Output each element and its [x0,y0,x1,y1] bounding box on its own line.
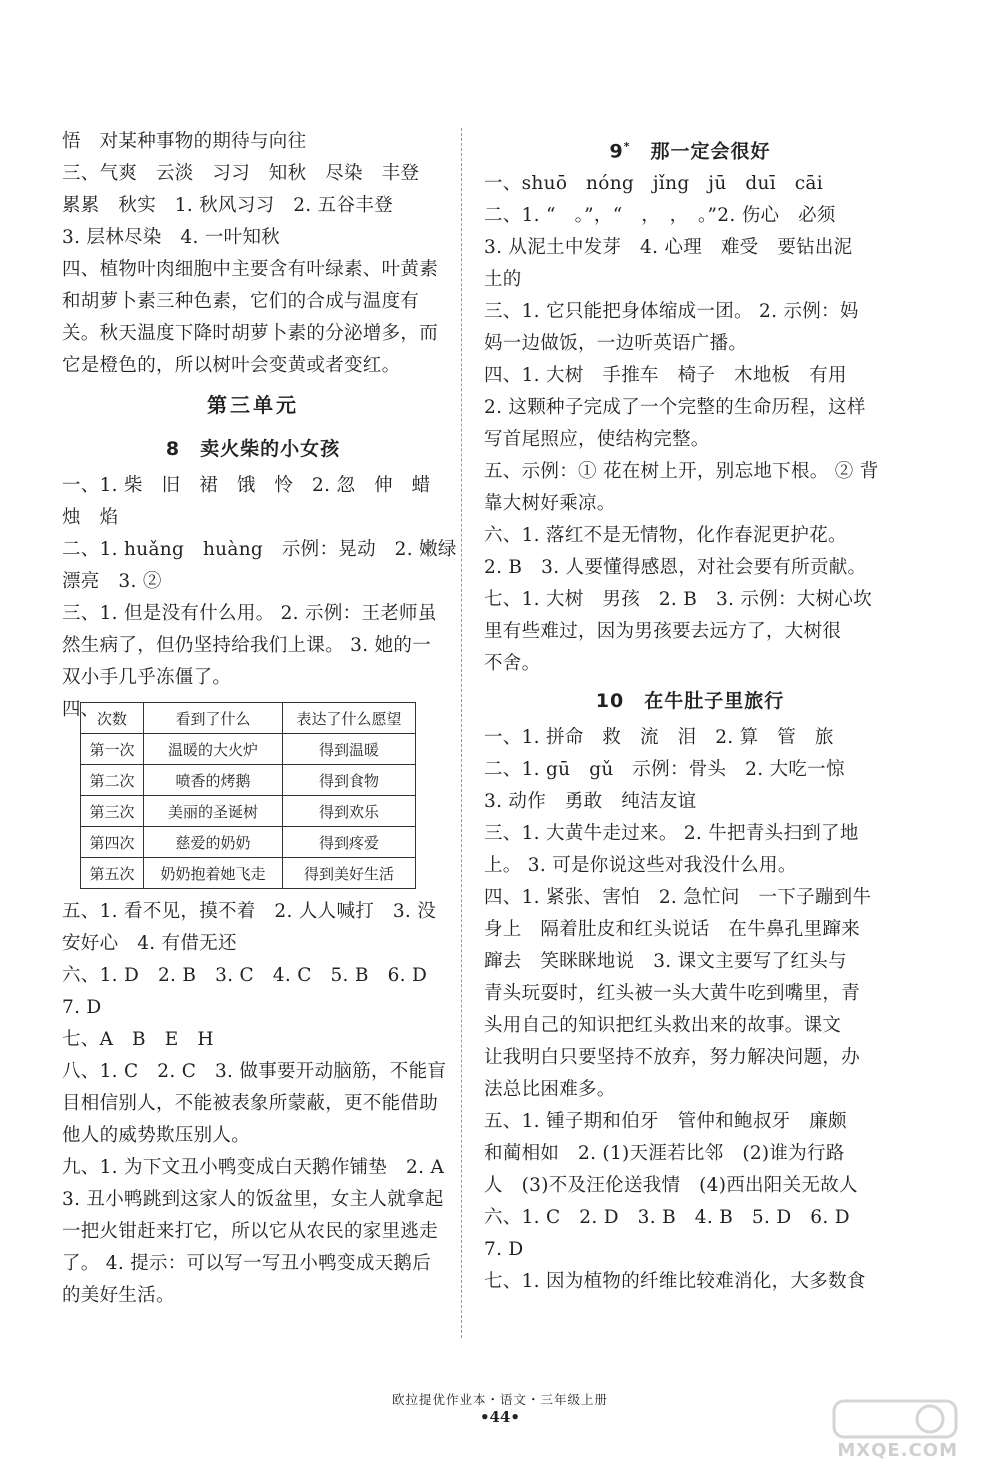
answer-line: 二、1. gū gǔ 示例：骨头 2. 大吃一惊 [484,759,845,780]
answer-line: 五、1. 锺子期和伯牙 管仲和鲍叔牙 廉颇 [484,1111,847,1132]
right-column [484,126,896,1298]
answer-line: 2. B 3. 人要懂得感恩，对社会要有所贡献。 [484,557,867,578]
table-cell: 喷香的烤鹅 [144,765,283,796]
footer-book-title: 欧拉提优作业本・语文・三年级上册 [391,1392,608,1407]
lesson-heading-title: 那一定会很好 [630,140,771,163]
answer-line: 五、示例：① 花在树上开，别忘地下根。 ② 背 [484,461,879,482]
answer-line: 和胡萝卜素三种色素，它们的合成与温度有 [62,291,420,312]
answer-line: 悟 对某种事物的期待与向往 [62,131,307,152]
answer-line: 一、shuō nóng jǐng jū duī cāi [484,173,823,194]
table-row [81,734,416,765]
answer-line: 7. D [484,1239,524,1260]
answer-line: 三、气爽 云淡 习习 知秋 尽染 丰登 [62,163,420,184]
question-number: 四、 [62,699,100,720]
page-number: •44• [479,1408,521,1426]
watermark-text: MXQE.COM [837,1440,958,1461]
answer-line: 了。 4. 提示：可以写一写丑小鸭变成天鹅后 [62,1253,432,1274]
answer-table-block [62,698,444,890]
answer-line: 累累 秋实 1. 秋风习习 2. 五谷丰登 [62,195,393,216]
answer-line: 不舍。 [484,653,541,674]
table-cell: 奶奶抱着她飞走 [144,858,283,889]
table-cell: 温暖的大火炉 [144,734,283,765]
answer-line: 烛 焰 [62,507,119,528]
answer-line: 然生病了，但仍坚持给我们上课。 3. 她的一 [62,635,432,656]
answer-line: 让我明白只要坚持不放弃，努力解决问题，办 [484,1047,861,1068]
answer-line: 和蔺相如 2. (1)天涯若比邻 (2)谁为行路 [484,1143,845,1164]
table-cell: 得到美好生活 [283,858,416,889]
optional-lesson-mark: * [623,140,631,153]
answer-table [80,702,416,889]
answer-line: 八、1. C 2. C 3. 做事要开动脑筋，不能盲 [62,1061,447,1082]
answer-line: 三、1. 大黄牛走过来。 2. 牛把青头扫到了地 [484,823,859,844]
answer-line: 二、1. “ 。”，“ ， ， 。”2. 伤心 必须 [484,205,836,226]
table-cell: 得到欢乐 [283,796,416,827]
answer-line: 人 (3)不及汪伦送我情 (4)西出阳关无故人 [484,1175,858,1196]
answer-line: 写首尾照应，使结构完整。 [484,429,710,450]
table-cell: 得到温暖 [283,734,416,765]
lesson-heading [484,680,896,722]
table-cell: 第一次 [81,734,144,765]
answer-line: 六、1. D 2. B 3. C 4. C 5. B 6. D [62,965,428,986]
answer-line: 漂亮 3. ② [62,571,162,592]
answer-line: 三、1. 但是没有什么用。 2. 示例：王老师虽 [62,603,437,624]
answer-line: 靠大树好乘凉。 [484,493,616,514]
answer-line: 7. D [62,997,102,1018]
answer-line: 安好心 4. 有借无还 [62,933,237,954]
answer-line: 身上 隔着肚皮和红头说话 在牛鼻孔里蹿来 [484,919,861,940]
answer-line: 青头玩耍时，红头被一头大黄牛吃到嘴里，青 [484,983,861,1004]
answer-line: 一把火钳赶来打它，所以它从农民的家里逃走 [62,1221,439,1242]
answer-line: 头用自己的知识把红头救出来的故事。课文 [484,1015,842,1036]
table-cell: 第五次 [81,858,144,889]
watermark-badge-icon [830,1395,960,1443]
watermark-logo [830,1395,960,1461]
table-header-cell: 次数 [81,703,144,734]
table-row [81,796,416,827]
table-cell: 得到疼爱 [283,827,416,858]
lesson-heading-text: 10 在牛肚子里旅行 [595,690,785,712]
table-cell: 第二次 [81,765,144,796]
answer-line: 2. 这颗种子完成了一个完整的生命历程，这样 [484,397,866,418]
column-divider [461,128,462,1338]
table-header-cell: 看到了什么 [144,703,283,734]
answer-line: 二、1. huǎng huàng 示例：晃动 2. 嫩绿 [62,539,457,560]
table-header-row [81,703,416,734]
answer-line: 目相信别人，不能被表象所蒙蔽，更不能借助 [62,1093,439,1114]
answer-line: 3. 从泥土中发芽 4. 心理 难受 要钻出泥 [484,237,853,258]
answer-line: 七、1. 因为植物的纤维比较难消化，大多数食 [484,1271,866,1292]
left-column [62,126,457,1312]
answer-line: 他人的威势欺压别人。 [62,1125,251,1146]
table-cell: 第三次 [81,796,144,827]
answer-line: 七、A B E H [62,1029,214,1050]
answer-line: 蹿去 笑眯眯地说 3. 课文主要写了红头与 [484,951,847,972]
answer-line: 一、1. 柴 旧 裙 饿 怜 2. 忽 伸 蜡 [62,475,431,496]
answer-line: 六、1. C 2. D 3. B 4. B 5. D 6. D [484,1207,850,1228]
answer-line: 3. 动作 勇敢 纯洁友谊 [484,791,697,812]
table-cell: 得到食物 [283,765,416,796]
answer-line: 的美好生活。 [62,1285,175,1306]
table-cell: 美丽的圣诞树 [144,796,283,827]
lesson-heading-text: 9 [609,140,624,163]
answer-line: 它是橙色的，所以树叶会变黄或者变红。 [62,355,401,376]
table-cell: 慈爱的奶奶 [144,827,283,858]
table-header-cell: 表达了什么愿望 [283,703,416,734]
answer-line: 土的 [484,269,522,290]
answer-line: 九、1. 为下文丑小鸭变成白天鹅作铺垫 2. A [62,1157,445,1178]
unit-heading: 第三单元 [207,393,299,417]
table-cell: 第四次 [81,827,144,858]
answer-line: 法总比困难多。 [484,1079,616,1100]
answer-line: 四、1. 大树 手推车 椅子 木地板 有用 [484,365,847,386]
answer-line: 上。 3. 可是你说这些对我没什么用。 [484,855,797,876]
answer-line: 一、1. 拼命 救 流 泪 2. 算 管 旅 [484,727,834,748]
table-row [81,858,416,889]
answer-line: 3. 丑小鸭跳到这家人的饭盆里，女主人就拿起 [62,1189,444,1210]
answer-line: 双小手几乎冻僵了。 [62,667,232,688]
answer-line: 四、植物叶肉细胞中主要含有叶绿素、叶黄素 [62,259,439,280]
lesson-heading [484,126,896,168]
table-row [81,765,416,796]
answer-line: 四、1. 紧张、害怕 2. 急忙问 一下子蹦到牛 [484,887,872,908]
answer-line: 关。秋天温度下降时胡萝卜素的分泌增多，而 [62,323,439,344]
answer-line: 妈一边做饭，一边听英语广播。 [484,333,748,354]
lesson-heading-text: 8 卖火柴的小女孩 [165,438,341,460]
table-row [81,827,416,858]
answer-line: 三、1. 它只能把身体缩成一团。 2. 示例：妈 [484,301,859,322]
answer-line: 五、1. 看不见，摸不着 2. 人人喊打 3. 没 [62,901,437,922]
answer-line: 3. 层林尽染 4. 一叶知秋 [62,227,281,248]
answer-line: 里有些难过，因为男孩要去远方了，大树很 [484,621,842,642]
answer-line: 六、1. 落红不是无情物，化作春泥更护花。 [484,525,847,546]
lesson-heading [62,428,444,470]
answer-line: 七、1. 大树 男孩 2. B 3. 示例：大树心坎 [484,589,872,610]
